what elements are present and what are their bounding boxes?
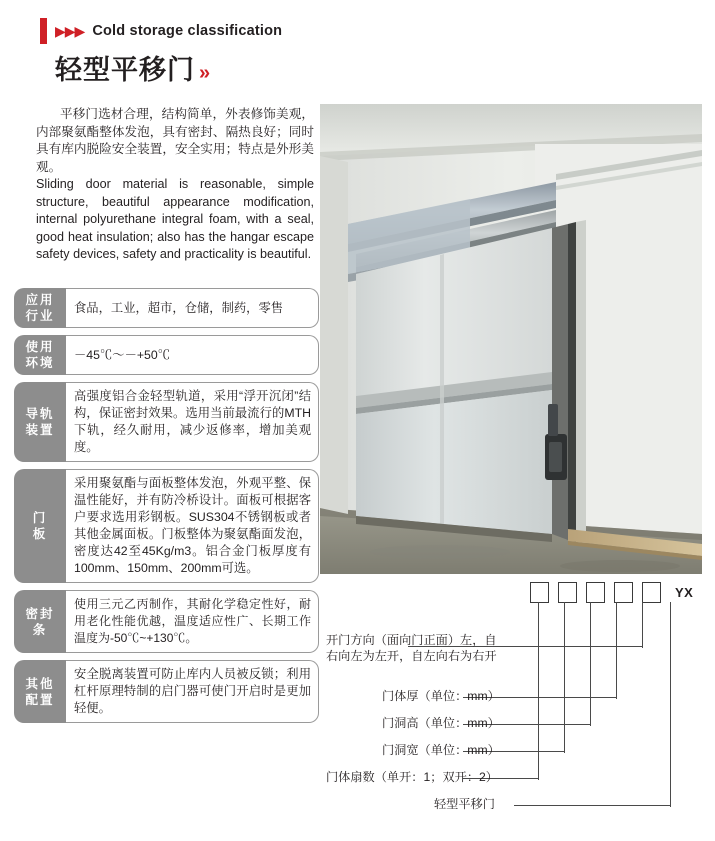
- code-label-thickness: 门体厚（单位：mm）: [382, 689, 500, 703]
- code-label-leaves: 门体扇数（单开：1；双开：2）: [326, 770, 498, 784]
- spec-label: [14, 590, 66, 653]
- spec-row: [14, 469, 319, 583]
- spec-label: [14, 288, 66, 328]
- triple-arrow-icon: ▶▶▶: [55, 23, 85, 39]
- header-title-en: Cold storage classification: [92, 23, 283, 39]
- code-suffix-label: YX: [675, 585, 694, 600]
- spec-label: [14, 469, 66, 583]
- header-title-cn-text: 轻型平移门: [55, 55, 195, 85]
- code-label-product: 轻型平移门: [434, 797, 495, 811]
- chevron-right-icon: »: [199, 62, 212, 84]
- spec-list: [14, 288, 319, 730]
- code-label-opening-height: 门洞高（单位：mm）: [382, 716, 500, 730]
- code-box-row: [530, 582, 693, 603]
- leader-line-h: [514, 805, 671, 806]
- leader-line: [538, 602, 539, 780]
- spec-row: [14, 382, 319, 462]
- spec-row: [14, 288, 319, 328]
- spec-label-line: 装置: [25, 423, 55, 437]
- spec-label-line: 使用: [25, 340, 55, 354]
- spec-label: [14, 660, 66, 723]
- spec-label-line: 配置: [25, 692, 55, 707]
- spec-body: 高强度铝合金轻型轨道，采用“浮开沉闭”结构，保证密封效果。选用当前最流行的MTH下轨，经久耐用，减少返修率，增加美观度。: [66, 382, 319, 462]
- leader-line: [564, 602, 565, 753]
- leader-line: [590, 602, 591, 726]
- code-box: [558, 582, 577, 603]
- spec-label: [14, 382, 66, 462]
- spec-body: 采用聚氨酯与面板整体发泡，外观平整、保温性能好，并有防冷桥设计。面板可根据客户要求选用彩钢板。SUS304不锈钢板或者其他金属面板。门板整体为聚氨酯面发泡，密度达42至45Kg/m3。铝合金门板厚度有100mm、150mm、200mm可选。: [66, 469, 319, 583]
- spec-label-line: 门: [32, 511, 48, 525]
- spec-label-line: 导轨: [25, 407, 55, 421]
- red-bar-decoration: [40, 18, 47, 44]
- spec-label-line: 密封: [25, 606, 55, 621]
- spec-label-line: 环境: [25, 356, 55, 370]
- header-title-cn: [55, 48, 680, 87]
- spec-row: [14, 590, 319, 653]
- spec-label-line: 应用: [25, 293, 55, 307]
- spec-body: －45℃～－+50℃: [66, 335, 319, 375]
- spec-label-line: 其他: [25, 676, 55, 691]
- cold-storage-sliding-door-photo: [320, 104, 702, 574]
- spec-label: [14, 335, 66, 375]
- code-box: [530, 582, 549, 603]
- code-label-direction-line2: 右向左为左开，自左向右为右开: [326, 649, 497, 663]
- intro-text-cn: 平移门选材合理，结构简单，外表修饰美观，内部聚氨酯整体发泡，具有密封、隔热良好；同时具有库内脱险安全装置，安全实用；特点是外形美观。: [36, 107, 314, 174]
- intro-paragraph: [36, 106, 314, 264]
- spec-row: [14, 660, 319, 723]
- spec-body: 安全脱离装置可防止库内人员被反锁；利用杠杆原理特制的启门器可使门开启时是更加轻便。: [66, 660, 319, 723]
- code-box: [614, 582, 633, 603]
- code-label-direction: [326, 632, 497, 664]
- model-code-diagram: [318, 578, 708, 828]
- spec-body: 食品，工业，超市，仓储，制药，零售: [66, 288, 319, 328]
- spec-body: 使用三元乙丙制作，其耐化学稳定性好，耐用老化性能优越，温度适应性广、长期工作温度为-50℃~+130℃。: [66, 590, 319, 653]
- header-title-row: [40, 18, 680, 44]
- code-box: [642, 582, 661, 603]
- leader-line: [616, 602, 617, 699]
- leader-line: [670, 602, 671, 807]
- code-label-direction-line1: 开门方向（面向门正面）左，自: [326, 633, 497, 647]
- spec-label-line: 板: [32, 527, 48, 541]
- leader-line: [642, 602, 643, 648]
- spec-label-line: 行业: [25, 309, 55, 323]
- spec-row: [14, 335, 319, 375]
- code-label-opening-width: 门洞宽（单位：mm）: [382, 743, 500, 757]
- code-box: [586, 582, 605, 603]
- intro-text-en: Sliding door material is reasonable, simple structure, beautiful appearance modification, internal polyurethane integral foam, with a seal, good heat insulation; also has the hangar escape safety devices, safety and practicality is beautiful.: [36, 177, 314, 261]
- spec-label-line: 条: [32, 622, 48, 637]
- page-header: [40, 18, 680, 87]
